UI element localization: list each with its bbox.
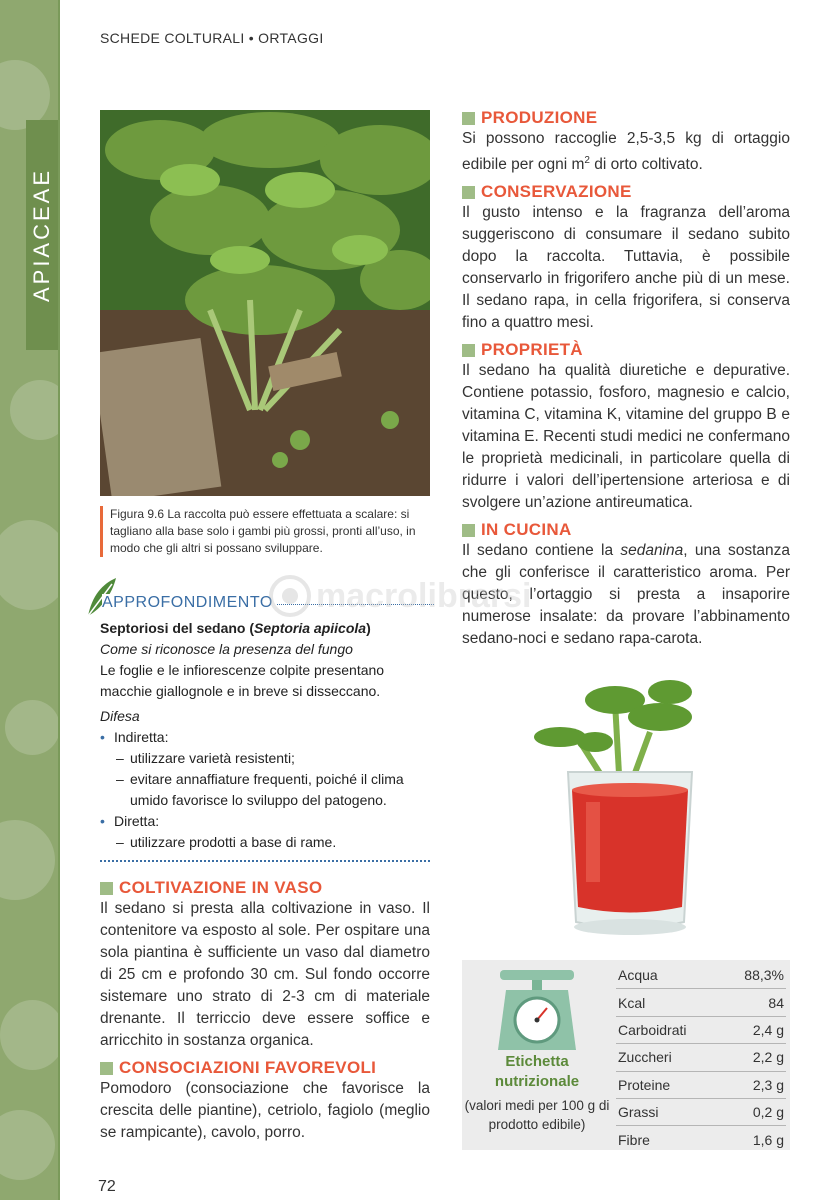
- indiretta-item: – evitare annaffiature frequenti, poiché il clima umido favorisce lo sviluppo del patogeno.: [100, 769, 434, 811]
- figure-number: Figura 9.6: [110, 507, 165, 521]
- nutrient-value: 2,4 g: [722, 1016, 786, 1043]
- nutrient-value: 0,2 g: [722, 1098, 786, 1125]
- nutrient-value: 2,3 g: [722, 1071, 786, 1098]
- table-row: [616, 1098, 786, 1125]
- disease-subtitle: Come si riconosce la presenza del fungo: [100, 641, 353, 657]
- celery-plant-photo: [100, 110, 430, 496]
- cucina-heading: [462, 520, 790, 540]
- celery-plant-image: [100, 110, 430, 496]
- coltivazione-vaso-section: [100, 878, 430, 1052]
- diretta-item: – utilizzare prodotti a base di rame.: [100, 832, 434, 853]
- celery-juice-glass-image: [520, 672, 720, 942]
- table-row: [616, 1044, 786, 1071]
- nutrient-label: Proteine: [616, 1071, 722, 1098]
- consociazioni-text: Pomodoro (consociazione che favorisce la crescita delle piantine), cetriolo, fagiolo (meglio se rampicante), cavolo, porro.: [100, 1080, 430, 1141]
- difesa-label: Difesa: [100, 708, 140, 724]
- indiretta-item: – utilizzare varietà resistenti;: [100, 748, 434, 769]
- heading-square-icon: [462, 344, 475, 357]
- produzione-text: [462, 128, 790, 176]
- heading-square-icon: [462, 186, 475, 199]
- nutrition-label-left: [462, 960, 612, 1150]
- coltivazione-vaso-title: COLTIVAZIONE IN VASO: [119, 878, 323, 897]
- heading-square-icon: [100, 882, 113, 895]
- nutrient-label: Fibre: [618, 1131, 650, 1148]
- cucina-text-start: Il sedano contiene la: [462, 542, 621, 560]
- section-tab: [26, 120, 58, 350]
- page-number: 72: [98, 1178, 116, 1195]
- nutrient-label: Carboidrati: [616, 1016, 722, 1043]
- produzione-text-end: di orto coltivato.: [589, 156, 703, 174]
- nutrition-title-line1: Etichetta: [505, 1053, 569, 1070]
- proprieta-text: Il sedano ha qualità diuretiche e depurative. Contiene potassio, fosforo, magnesio e calcio, vitamina C, vitamina K, vitamine del gruppo B e vitamina E. Recenti studi medici ne confermano le proprietà medicinali, in particolare quella di ridurre i valori dell’ipertensione arteriosa e di svolgere un’azione antireumatica.: [462, 362, 790, 512]
- nutrient-value: 84: [722, 989, 786, 1016]
- disease-title-suffix: ): [366, 620, 371, 636]
- table-row: [616, 989, 786, 1016]
- conservazione-section: [462, 182, 790, 334]
- heading-square-icon: [100, 1062, 113, 1075]
- figure-caption-text: La raccolta può essere effettuata a scalare: si tagliano alla base solo i gambi più grossi, pronti all’uso, in modo che gli altri si possano sviluppare.: [110, 507, 416, 555]
- figure-caption: [100, 506, 430, 557]
- heading-square-icon: [462, 112, 475, 125]
- left-column: [100, 878, 430, 1150]
- coltivazione-vaso-heading: [100, 878, 430, 898]
- nutrient-label: Zuccheri: [616, 1044, 722, 1071]
- proprieta-title: PROPRIETÀ: [481, 340, 583, 360]
- consociazioni-title: CONSOCIAZIONI FAVOREVOLI: [119, 1058, 377, 1077]
- nutrition-note: (valori medi per 100 g di prodotto edibile): [464, 1098, 610, 1132]
- approfondimento-box: [84, 580, 434, 853]
- produzione-section: [462, 108, 790, 176]
- diretta-label: • Diretta:: [100, 811, 434, 832]
- cucina-text-end: , una sostanza che gli conferisce il caratteristico aroma. Per questo, l’ortaggio si presta a insaporire numerose insalate: da provare l’abbinamento sedano-noci e sedano rapa-carota.: [462, 542, 790, 648]
- nutrition-label-box: [462, 960, 790, 1150]
- produzione-title: PRODUZIONE: [481, 108, 598, 127]
- coltivazione-vaso-text: Il sedano si presta alla coltivazione in vaso. Il contenitore va esposto al sole. Per ospitare una sola piantina è sufficiente un vaso dal diametro di 25 cm e profondo 30 cm. Sul fondo occorre sistemare uno strato di 2-3 cm di materiale drenante. Il terriccio deve essere soffice e arricchito in sostanza organica.: [100, 900, 430, 1049]
- nutrient-label: Kcal: [616, 989, 722, 1016]
- nutrient-value: 1,6 g: [752, 1131, 784, 1148]
- nutrient-label: Grassi: [616, 1098, 722, 1125]
- nutrition-table: [616, 962, 786, 1153]
- proprieta-section: [462, 340, 790, 514]
- running-head: SCHEDE COLTURALI • ORTAGGI: [100, 30, 324, 46]
- watermark: [268, 574, 531, 618]
- disease-title: [100, 618, 434, 639]
- conservazione-title: CONSERVAZIONE: [481, 182, 632, 202]
- tomato-celery-drink: [520, 672, 720, 942]
- table-row: [616, 1016, 786, 1043]
- produzione-text-main: Si possono raccoglie 2,5-3,5 kg di ortaggio edibile per ogni m: [462, 130, 790, 174]
- consociazioni-section: [100, 1058, 430, 1144]
- nutrition-title-line2: nutrizionale: [494, 1073, 580, 1090]
- square-meter-superscript: 2: [584, 155, 590, 166]
- table-row: [616, 962, 786, 989]
- section-divider: [100, 860, 430, 862]
- strip-border: [58, 0, 60, 1200]
- nutrient-value: 2,2 g: [722, 1044, 786, 1071]
- produzione-heading: [462, 108, 790, 128]
- approfondimento-label: APPROFONDIMENTO: [102, 594, 277, 612]
- sedanina-term: sedanina: [620, 542, 684, 560]
- approfondimento-body: [84, 618, 434, 853]
- disease-title-prefix: Septoriosi del sedano (: [100, 620, 255, 636]
- watermark-logo-icon: [268, 574, 312, 618]
- disease-latin-name: Septoria apiicola: [254, 620, 367, 636]
- cucina-title: IN CUCINA: [481, 520, 572, 540]
- nutrition-title: [462, 1052, 612, 1092]
- consociazioni-heading: [100, 1058, 430, 1078]
- watermark-text: macrolibrarsi: [316, 576, 532, 615]
- table-row: [616, 1071, 786, 1098]
- heading-square-icon: [462, 524, 475, 537]
- conservazione-heading: [462, 182, 790, 202]
- conservazione-text: Il gusto intenso e la fragranza dell’aroma suggeriscono di consumare il sedano subito dopo la raccolta. Tuttavia, è possibile conservarlo in frigorifero anche più di un mese. Il sedano rapa, in cella frigorifera, si conserva fino a quattro mesi.: [462, 204, 790, 332]
- disease-description: Le foglie e le infiorescenze colpite presentano macchie giallognole e in breve si disseccano.: [100, 662, 385, 699]
- nutrient-value: 88,3%: [722, 962, 786, 989]
- difesa-list: [100, 727, 434, 853]
- kitchen-scale-icon: [492, 966, 582, 1054]
- nutrient-label: Acqua: [616, 962, 722, 989]
- proprieta-heading: [462, 340, 790, 360]
- table-row: [616, 1126, 786, 1153]
- section-tab-label: APIACEAE: [29, 167, 55, 303]
- indiretta-label: • Indiretta:: [100, 727, 434, 748]
